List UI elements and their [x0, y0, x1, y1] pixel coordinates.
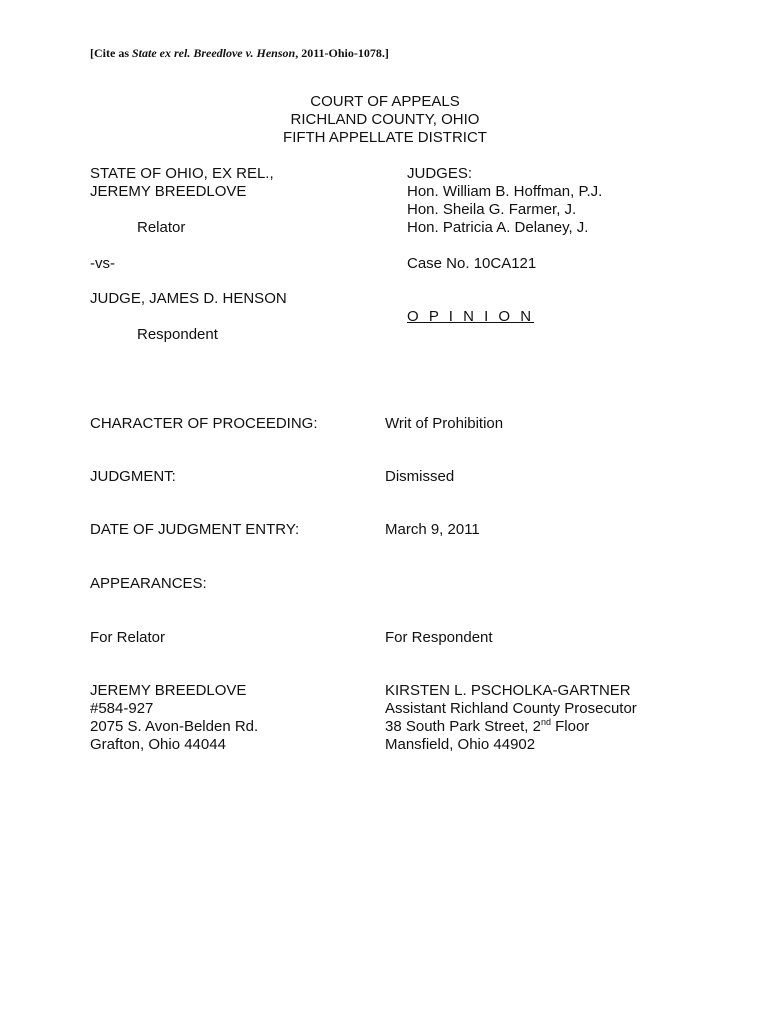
citation-suffix: , 2011-Ohio-1078.]: [295, 46, 389, 60]
versus: -vs-: [90, 255, 115, 272]
citation-prefix: [Cite as: [90, 46, 132, 60]
character-value: Writ of Prohibition: [385, 415, 504, 432]
respondent-attorney-title: Assistant Richland County Prosecutor: [385, 700, 637, 717]
date-value: March 9, 2011: [385, 521, 480, 538]
citation-case-name: State ex rel. Breedlove v. Henson: [132, 46, 296, 60]
for-respondent-label: For Respondent: [385, 629, 493, 646]
respondent-attorney-street: [385, 718, 589, 736]
street-prefix: 38 South Park Street, 2: [385, 718, 541, 735]
relator-address-city: Grafton, Ohio 44044: [90, 736, 226, 753]
relator-address-street: 2075 S. Avon-Belden Rd.: [90, 718, 259, 735]
street-suffix: Floor: [550, 718, 590, 735]
appearances-heading: APPEARANCES:: [90, 575, 207, 592]
judge-3: Hon. Patricia A. Delaney, J.: [407, 219, 589, 236]
date-label: DATE OF JUDGMENT ENTRY:: [90, 521, 300, 538]
relator-line1: STATE OF OHIO, EX REL.,: [90, 165, 274, 182]
opinion-heading: O P I N I O N: [407, 308, 535, 325]
respondent-attorney-city: Mansfield, Ohio 44902: [385, 736, 536, 753]
citation: [90, 44, 389, 62]
relator-address-number: #584-927: [90, 700, 154, 717]
respondent-name: JUDGE, JAMES D. HENSON: [90, 290, 287, 307]
court-name: COURT OF APPEALS: [310, 93, 460, 110]
for-relator-label: For Relator: [90, 629, 166, 646]
relator-role: Relator: [137, 219, 186, 236]
relator-address-name: JEREMY BREEDLOVE: [90, 682, 247, 699]
judges-heading: JUDGES:: [407, 165, 473, 182]
court-county: RICHLAND COUNTY, OHIO: [290, 111, 480, 128]
judgment-value: Dismissed: [385, 468, 455, 485]
street-superscript: nd: [540, 717, 551, 727]
judgment-label: JUDGMENT:: [90, 468, 176, 485]
respondent-role: Respondent: [137, 326, 218, 343]
judge-2: Hon. Sheila G. Farmer, J.: [407, 201, 577, 218]
character-label: CHARACTER OF PROCEEDING:: [90, 415, 318, 432]
relator-line2: JEREMY BREEDLOVE: [90, 183, 247, 200]
court-district: FIFTH APPELLATE DISTRICT: [283, 129, 487, 146]
respondent-attorney-name: KIRSTEN L. PSCHOLKA-GARTNER: [385, 682, 631, 699]
case-number: Case No. 10CA121: [407, 255, 537, 272]
judge-1: Hon. William B. Hoffman, P.J.: [407, 183, 603, 200]
